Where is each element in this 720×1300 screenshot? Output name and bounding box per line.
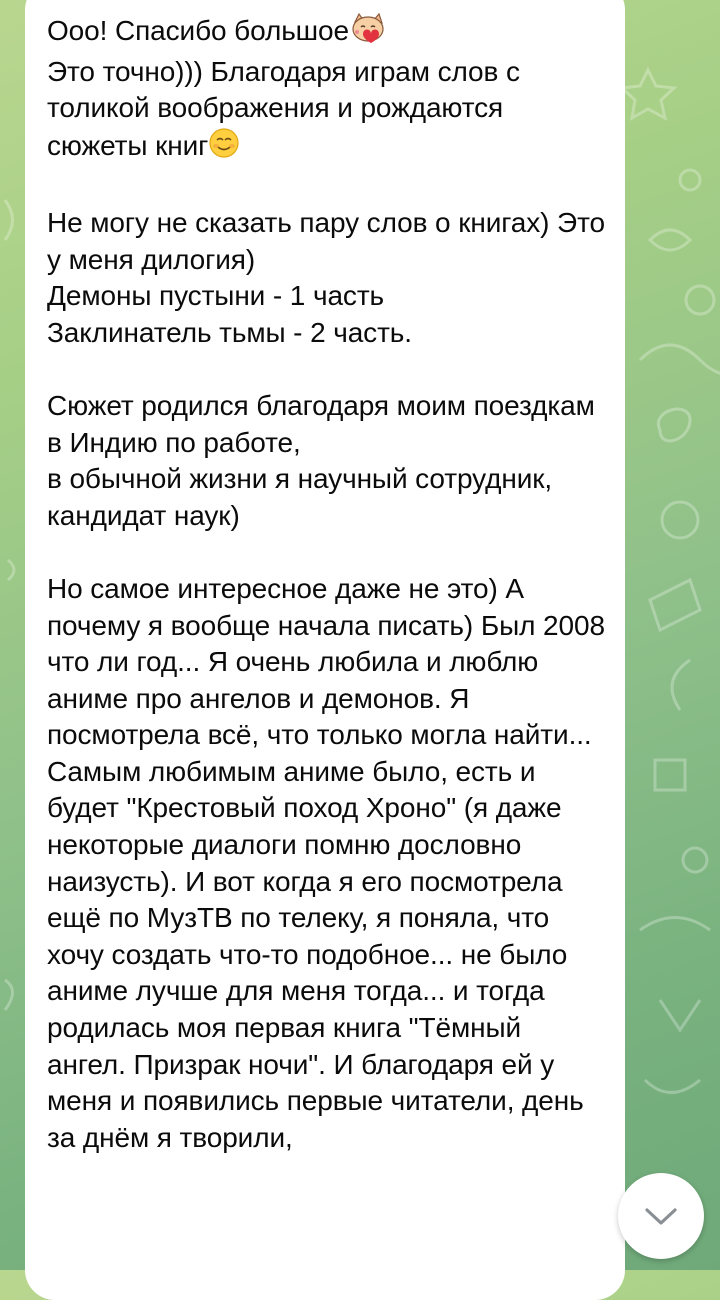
message-text [47,12,605,1156]
chevron-down-icon [641,1204,681,1228]
message-paragraph-4: Но самое интересное даже не это) А почему я вообще начала писать) Был 2008 что ли год... Я очень любила и люблю аниме про ангелов и демонов. Я посмотрела всё, что только могла найти... Самым любимым аниме было, есть и будет "Крестовый поход Хроно" (я даже некоторые диалоги помню дословно наизусть). И вот когда я его посмотрела ещё по МузТВ по телеку, я поняла, что хочу создать что-то подобное... не было аниме лучше для меня тогда... и тогда родилась моя первая книга "Тёмный ангел. Призрак ночи". И благодаря ей у меня и появились первые читатели, день за днём я творили, [47,572,605,1153]
message-paragraph-1: Это точно))) Благодаря играм слов с толикой воображения и рождаются сюжеты книг [47,55,528,161]
message-paragraph-2: Не могу не сказать пару слов о книгах) Это у меня дилогия) Демоны пустыни - 1 часть Заклинатель тьмы - 2 часть. [47,206,605,348]
message-bubble [25,0,625,1300]
smiling-face-icon [208,127,240,169]
cat-heart-sticker-icon [349,12,389,54]
message-paragraph-3: Сюжет родился благодаря моим поездкам в Индию по работе, в обычной жизни я научный сотрудник, кандидат наук) [47,389,595,531]
scroll-down-button[interactable] [618,1173,704,1259]
message-line-1: Ооо! Спасибо большое [47,15,349,46]
